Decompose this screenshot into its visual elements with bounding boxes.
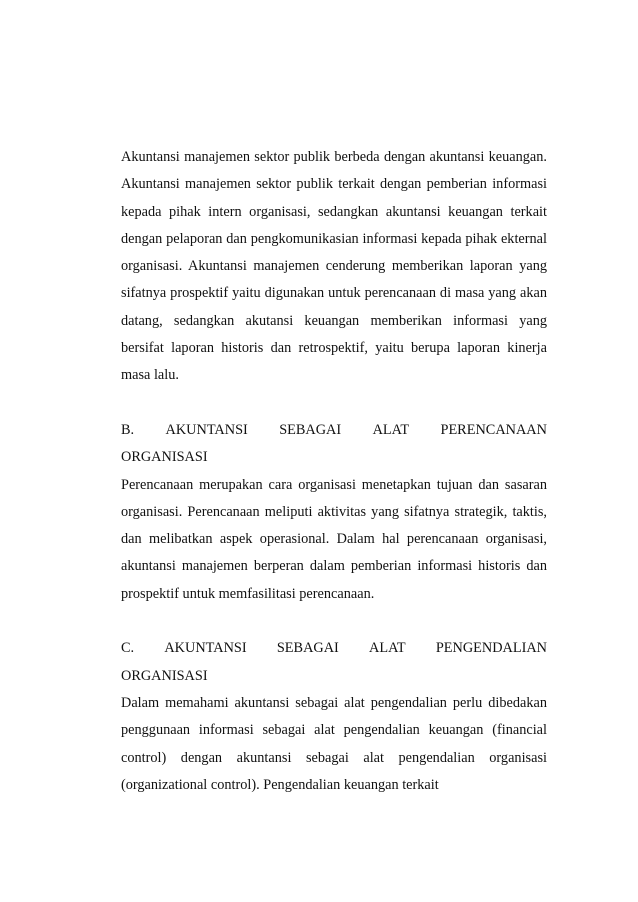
section-c-heading (121, 635, 547, 662)
section-b-paragraph: Perencanaan merupakan cara organisasi menetapkan tujuan dan sasaran organisasi. Perencanaan meliputi aktivitas yang sifatnya strategik, taktis, dan melibatkan aspek operasional. Dalam hal perencanaan organisasi, akuntansi manajemen berperan dalam pemberian informasi historis dan prospektif untuk memfasilitasi perencanaan. (121, 476, 547, 602)
section-b-heading-continuation: ORGANISASI (121, 449, 208, 466)
spacer (121, 390, 547, 417)
intro-paragraph: Akuntansi manajemen sektor publik berbeda dengan akuntansi keuangan. Akuntansi manajemen sektor publik terkait dengan pemberian informasi kepada pihak intern organisasi, sedangkan akuntansi keuangan terkait dengan pelaporan dan pengkomunikasian informasi kepada pihak ekternal organisasi. Akuntansi manajemen cenderung memberikan laporan yang sifatnya prospektif yaitu digunakan untuk perencanaan di masa yang akan datang, sedangkan akutansi keuangan memberikan informasi yang bersifat laporan historis dan retrospektif, yaitu berupa laporan kinerja masa lalu. (121, 149, 547, 384)
section-b-heading-word: PERENCANAAN (440, 421, 547, 438)
section-c-heading-number: C. (121, 640, 135, 657)
section-c-heading-continuation: ORGANISASI (121, 667, 208, 684)
section-c-heading-word: AKUNTANSI (164, 640, 247, 657)
section-c-heading-word: PENGENDALIAN (435, 640, 547, 657)
section-b-heading-word: ALAT (372, 421, 410, 438)
section-c-heading-word: SEBAGAI (276, 640, 339, 657)
section-b-heading-word: AKUNTANSI (165, 421, 248, 438)
section-c-paragraph: Dalam memahami akuntansi sebagai alat pengendalian perlu dibedakan penggunaan informasi sebagai alat pengendalian keuangan (financial control) dengan akuntansi sebagai alat pengendalian organisasi (organizational control). Pengendalian keuangan terkait (121, 694, 547, 793)
section-b-heading-number: B. (121, 421, 135, 438)
section-c-heading-word: ALAT (369, 640, 406, 657)
page-content (121, 144, 547, 799)
section-b-heading (121, 417, 547, 444)
spacer (121, 608, 547, 635)
section-b-heading-word: SEBAGAI (279, 421, 342, 438)
